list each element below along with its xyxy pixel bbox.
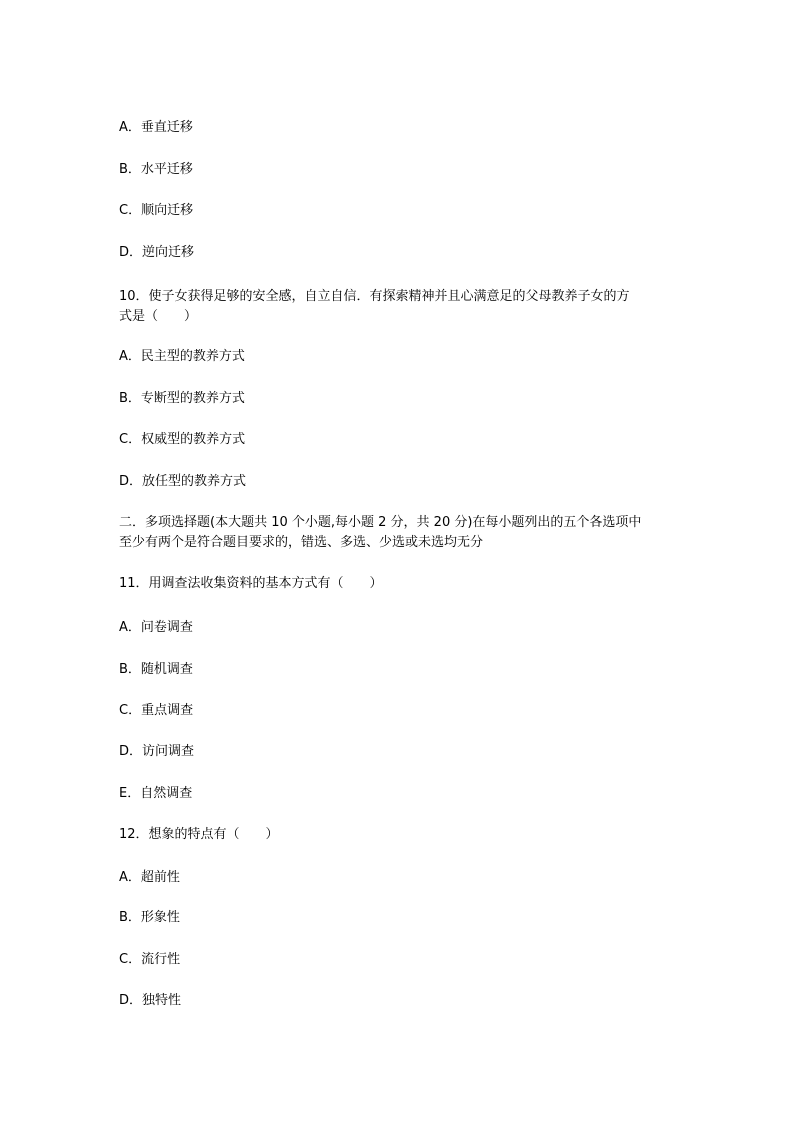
question-12-stem: 12．想象的特点有（ ）	[119, 827, 279, 842]
option-q12-a: A．超前性	[119, 870, 180, 885]
option-q10-a: A．民主型的教养方式	[119, 349, 245, 364]
option-q11-c: C．重点调查	[119, 703, 194, 718]
option-q12-b: B．形象性	[119, 910, 180, 925]
option-q11-a: A．问卷调查	[119, 620, 193, 635]
option-q9-c: C．顺向迁移	[119, 203, 194, 218]
option-q12-c: C．流行性	[119, 952, 181, 967]
option-q9-b: B．水平迁移	[119, 162, 193, 177]
question-10-stem-line2: 式是（ ）	[119, 309, 198, 324]
option-q11-e: E．自然调查	[119, 786, 193, 801]
option-q12-d: D．独特性	[119, 993, 182, 1008]
option-q10-b: B．专断型的教养方式	[119, 391, 245, 406]
section-2-heading-line1: 二．多项选择题(本大题共 10 个小题,每小题 2 分，共 20 分)在每小题列出的五个各选项中	[119, 515, 642, 530]
option-q11-b: B．随机调查	[119, 662, 193, 677]
option-q9-d: D．逆向迁移	[119, 245, 195, 260]
option-q10-d: D．放任型的教养方式	[119, 474, 247, 489]
option-q10-c: C．权威型的教养方式	[119, 432, 246, 447]
section-2-heading-line2: 至少有两个是符合题目要求的，错选、多选、少选或未选均无分	[119, 535, 484, 550]
question-11-stem: 11．用调查法收集资料的基本方式有（ ）	[119, 576, 383, 591]
option-q9-a: A．垂直迁移	[119, 120, 193, 135]
option-q11-d: D．访问调查	[119, 744, 195, 759]
question-10-stem-line1: 10．使子女获得足够的安全感，自立自信．有探索精神并且心满意足的父母教养子女的方	[119, 289, 630, 304]
